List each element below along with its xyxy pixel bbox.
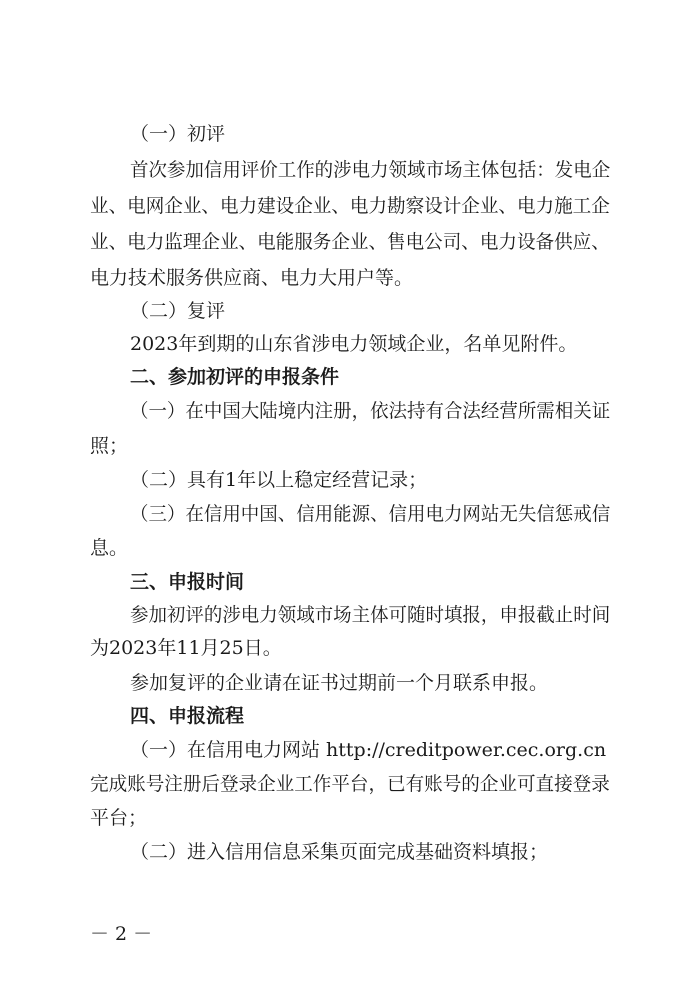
section-heading-process: 四、申报流程 <box>130 705 245 727</box>
section-heading-initial-review: （一）初评 <box>130 123 226 145</box>
paragraph-line: 参加复评的企业请在证书过期前一个月联系申报。 <box>130 672 549 694</box>
paragraph-line: 完成账号注册后登录企业工作平台，已有账号的企业可直接登录 <box>90 773 610 795</box>
paragraph-line: （二）进入信用信息采集页面完成基础资料填报； <box>130 841 549 863</box>
paragraph-line: 参加初评的涉电力领域市场主体可随时填报，申报截止时间 <box>130 604 611 626</box>
paragraph-line: 首次参加信用评价工作的涉电力领域市场主体包括：发电企 <box>130 159 611 181</box>
paragraph-line: 业、电力监理企业、电能服务企业、售电公司、电力设备供应、 <box>90 231 610 253</box>
paragraph-line: 平台； <box>90 807 148 829</box>
section-heading-conditions: 二、参加初评的申报条件 <box>130 366 340 388</box>
paragraph-line: （二）具有1年以上稳定经营记录； <box>130 469 428 491</box>
paragraph-line: 业、电网企业、电力建设企业、电力勘察设计企业、电力施工企 <box>90 195 610 217</box>
section-heading-time: 三、申报时间 <box>130 571 245 593</box>
page-number: － 2 － <box>90 923 153 945</box>
paragraph-line: 2023年到期的山东省涉电力领域企业，名单见附件。 <box>130 333 578 355</box>
paragraph-line: 为2023年11月25日。 <box>90 637 282 659</box>
paragraph-line: （三）在信用中国、信用能源、信用电力网站无失信惩戒信 <box>130 503 611 525</box>
section-heading-re-review: （二）复评 <box>130 300 226 322</box>
paragraph-line: 息。 <box>90 537 129 559</box>
paragraph-line: （一）在中国大陆境内注册，依法持有合法经营所需相关证 <box>130 400 611 422</box>
paragraph-line: （一）在信用电力网站 http://creditpower.cec.org.cn <box>130 739 607 761</box>
paragraph-line: 电力技术服务供应商、电力大用户等。 <box>90 267 414 289</box>
paragraph-line: 照； <box>90 435 129 457</box>
